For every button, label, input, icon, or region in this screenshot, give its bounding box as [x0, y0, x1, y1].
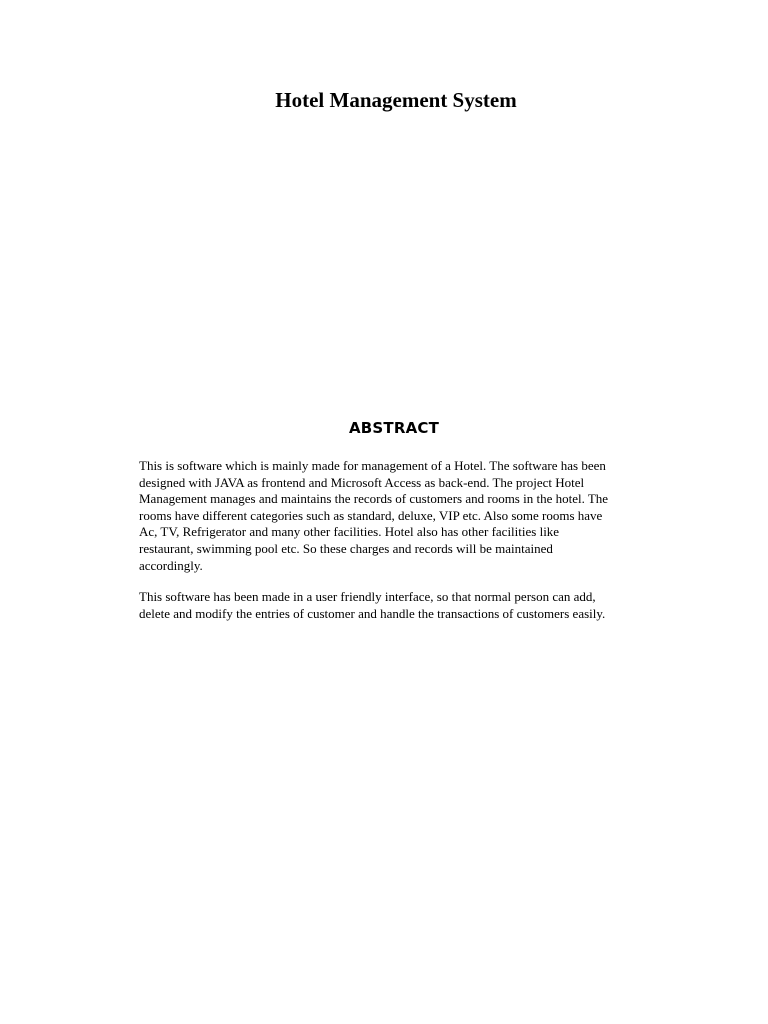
paragraph-line: Management manages and maintains the records of customers and rooms in the hotel. The	[139, 491, 609, 507]
abstract-paragraph-1	[139, 458, 608, 574]
paragraph-line: This software has been made in a user friendly interface, so that normal person can add,	[139, 589, 596, 604]
paragraph-line: restaurant, swimming pool etc. So these charges and records will be maintained	[139, 540, 553, 556]
abstract-heading: ABSTRACT	[348, 419, 440, 437]
abstract-paragraph-2	[139, 589, 605, 622]
paragraph-line: Ac, TV, Refrigerator and many other facilities. Hotel also has other facilities like	[139, 524, 560, 540]
paragraph-line: designed with JAVA as frontend and Microsoft Access as back-end. The project Hotel	[139, 474, 585, 490]
paragraph-line: delete and modify the entries of customer and handle the transactions of customers easily.	[139, 605, 606, 621]
paragraph-line: This is software which is mainly made for management of a Hotel. The software has been	[139, 458, 606, 473]
document-title: Hotel Management System	[275, 88, 517, 112]
paragraph-line: rooms have different categories such as standard, deluxe, VIP etc. Also some rooms have	[139, 507, 603, 523]
paragraph-line: accordingly.	[139, 557, 203, 573]
